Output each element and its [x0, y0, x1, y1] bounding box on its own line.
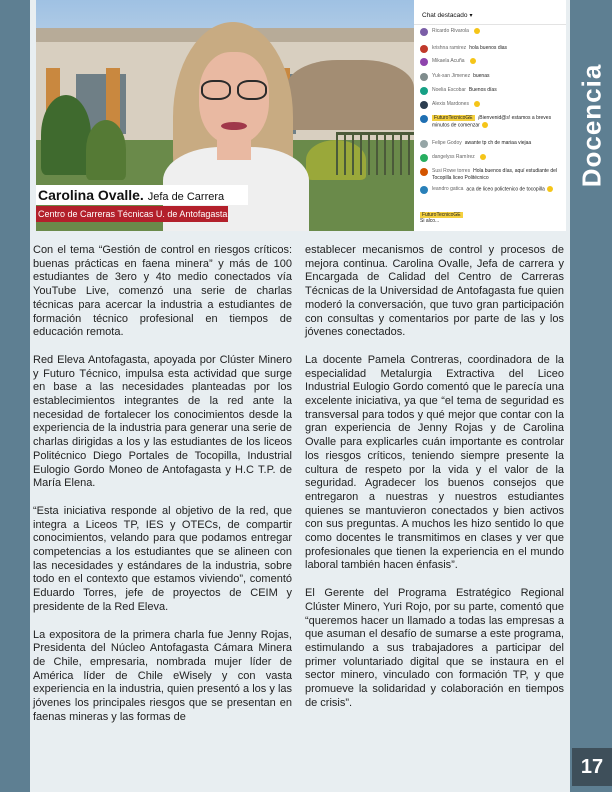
- chat-footer-text: Si alco...: [420, 218, 440, 224]
- chat-author: Mikaela Acuña: [432, 58, 465, 65]
- chat-message: [420, 168, 562, 181]
- speaker-name: Carolina Ovalle.: [38, 187, 144, 203]
- avatar: [420, 168, 428, 176]
- chat-message: [420, 58, 562, 65]
- chat-author: Ricardo Rivarola: [432, 28, 469, 35]
- article-paragraph: Red Eleva Antofagasta, apoyada por Clúster Minero y Futuro Técnico, impulsa esta actividad que surge en base a las necesidades planteadas por los establecimientos integrantes de la red ante la necesidad de fortalecer los conocimientos desde la experiencia de la industria para generar una serie de charlas dirigidas a los y las estudiantes de los liceos Politécnico Diego Portales de Tocopilla, Industrial Eulogio Gordo Moneo de Antofagasta y H.C T.P. de María Elena.: [33, 353, 292, 490]
- clapping-hands-icon: [474, 28, 480, 34]
- smile-icon: [470, 58, 476, 64]
- chat-message: [420, 87, 562, 94]
- chat-author: Noelia Escobar: [432, 87, 466, 93]
- live-chat-panel: [414, 0, 566, 231]
- article-paragraph: La docente Pamela Contreras, coordinadora de la especialidad Metalurgia Extractiva del Liceo Industrial Eulogio Gordo comentó que le parecía una excelente iniciativa, ya que “el tema de seguridad es transversal para todos y qué mejor que contar con la gran experiencia de Jenny Rojas y de Carolina Ovalle para explicarles cuán importante es controlar los riesgos críticos, teniendo siempre presente la cultura de respeto por la vida y el valor de la seguridad. Agradecer los buenos consejos que entregaron a nuestras y nuestros estudiantes quienes se mantuvieron conectados y bien activos con sus preguntas. A muchos les hizo sentido lo que como docentes le transmitimos en clases y ver que profesionales que tienen la experiencia en el mundo laboral también hacen énfasis”.: [305, 353, 564, 572]
- chat-author: Yuk-san Jimenez: [432, 73, 471, 79]
- avatar: [420, 101, 428, 109]
- article-column-left: [33, 244, 292, 739]
- chat-message: [420, 73, 562, 80]
- article-paragraph: Con el tema “Gestión de control en riesgos críticos: buenas prácticas en faena minera” y más de 100 estudiantes de 3ero y 4to medio conectados vía YouTube Live, comenzó una serie de charlas técnicas para acercar la industria a estudiantes de formación técnico profesional en tiempos de educación remota.: [33, 244, 292, 339]
- chat-message: [420, 186, 562, 193]
- livestream-screenshot: [36, 0, 566, 231]
- chat-text: Buenos días: [468, 87, 497, 93]
- speaker-caption: [36, 185, 248, 205]
- chat-author: Felipe Godoy: [432, 140, 462, 146]
- speaker-organization: Centro de Carreras Técnicas U. de Antofagasta: [36, 206, 228, 222]
- chat-footer: [420, 212, 562, 224]
- chat-text: ¡Bienvenid@s! estamos a breves minutos de comenzar: [432, 115, 552, 128]
- video-frame: [36, 0, 414, 231]
- left-decorative-band: [0, 0, 30, 792]
- avatar: [420, 186, 428, 194]
- article-paragraph: El Gerente del Programa Estratégico Regional Clúster Minero, Yuri Rojo, por su parte, comentó que “queremos hacer un llamado a todas las empresas a que asuman el desafío de sumarse a este programa, estimulando a sus trabajadores a participar del primer voluntariado digital que se instaura en el sector minero, vinculado con formación TP, y que promueve la solidaridad y colaboración en tiempos de crisis”.: [305, 587, 564, 709]
- chat-title[interactable]: Chat destacado ▾: [422, 12, 473, 19]
- chat-author: krishna ramirez: [432, 45, 467, 51]
- avatar: [420, 87, 428, 95]
- article-paragraph: establecer mecanismos de control y procesos de mejora continua. Carolina Ovalle, Jefa de carrera y Encargada de Calidad del Centro de Carreras Técnicas de la Universidad de Antofagasta fue quien moderó la conversación, que tuvo gran participación con consultas y comentarios por parte de las y los jóvenes conectados.: [305, 244, 564, 339]
- avatar: [420, 140, 428, 148]
- rock-hand-icon: [547, 186, 553, 192]
- chat-author: leandro gatica: [432, 186, 464, 193]
- section-label-text: Docencia: [576, 63, 607, 187]
- avatar: [420, 115, 428, 123]
- chat-text: awante tp ch de mariaa viejaa: [464, 140, 532, 146]
- chat-author: Susi Rowe torres: [432, 168, 471, 174]
- chat-author: dangelyss Ramírez: [432, 154, 475, 161]
- smile-icon: [480, 154, 486, 160]
- chat-message: [420, 101, 562, 108]
- avatar: [420, 28, 428, 36]
- chat-text: hola buenos dias: [469, 45, 507, 51]
- article-column-right: [305, 244, 564, 725]
- section-label: [572, 40, 612, 210]
- chat-text: aca de liceo polictenico de tocopilla: [466, 186, 545, 193]
- chat-message: [420, 140, 562, 147]
- avatar: [420, 73, 428, 81]
- page-number: 17: [572, 748, 612, 786]
- article-paragraph: La expositora de la primera charla fue Jenny Rojas, Presidenta del Núcleo Antofagasta Cámara Minera de Chile, empresaria, nombrada mujer líder de América líder de Chile eWisely y con vasta experiencia en la industria, quien presentó a los y las jóvenes los principales riesgos que se presentan en faenas mineras y las formas de: [33, 628, 292, 723]
- smile-icon: [474, 101, 480, 107]
- chat-text: buenas: [473, 73, 490, 79]
- speaker-role: Jefa de Carrera: [147, 191, 225, 203]
- chat-message: [420, 28, 562, 35]
- avatar: [420, 154, 428, 162]
- article-paragraph: “Esta iniciativa responde al objetivo de la red, que integra a Liceos TP, IES y OTECs, de compartir conocimientos, velando para que podamos entregar competencias a los estudiantes que se alineen con las necesidades y estándares de la industria, sobre todo en el contexto que estamos viviendo”, comentó Eduardo Torres, jefe de proyectos de CEIM y presidente de la Red Eleva.: [33, 504, 292, 613]
- chat-message: [420, 45, 562, 52]
- avatar: [420, 45, 428, 53]
- chat-message: [420, 115, 562, 128]
- chat-author: FuturoTecnicoGE: [434, 115, 473, 121]
- chat-message: [420, 154, 562, 161]
- chat-text: Hola buenos días, aquí estudiante del Tocopilla liceo Politécnico: [432, 168, 558, 181]
- chat-author: Alexis Mardones: [432, 101, 469, 108]
- smile-icon: [482, 122, 488, 128]
- chat-footer-tag: FuturoTecnicoGE: [422, 212, 461, 218]
- avatar: [420, 58, 428, 66]
- chevron-down-icon: ▾: [469, 13, 473, 19]
